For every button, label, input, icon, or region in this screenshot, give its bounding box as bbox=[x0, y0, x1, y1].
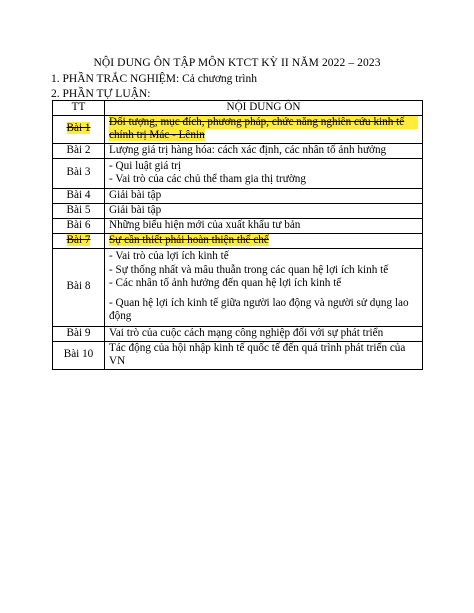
row-content bbox=[105, 233, 423, 248]
row-content bbox=[105, 158, 423, 188]
row-line: chính trị Mác - Lênin bbox=[109, 129, 205, 141]
row-line: - Vai trò của lợi ích kinh tế bbox=[109, 250, 229, 263]
row-number bbox=[53, 115, 105, 143]
row-line: Đối tượng, mục đích, phương pháp, chức năng nghiên cứu kinh tế bbox=[109, 116, 418, 130]
row-content: Vai trò của cuộc cách mạng công nghiệp đối với sự phát triển bbox=[105, 326, 423, 341]
row-number-text: Bài 7 bbox=[66, 233, 91, 246]
row-number: Bài 8 bbox=[53, 248, 105, 326]
section-essay: 2. PHẦN TỰ LUẬN: bbox=[51, 88, 151, 100]
row-line: Sự cần thiết phải hoàn thiện thể chế bbox=[109, 233, 269, 246]
table-row bbox=[53, 158, 423, 188]
row-number: Bài 6 bbox=[53, 218, 105, 233]
table-row bbox=[53, 218, 423, 233]
header-tt: TT bbox=[53, 101, 105, 116]
header-content: NỘI DUNG ÔN bbox=[105, 101, 423, 116]
row-number: Bài 3 bbox=[53, 158, 105, 188]
row-number bbox=[53, 233, 105, 248]
row-content: Giải bài tập bbox=[105, 203, 423, 218]
table-row bbox=[53, 326, 423, 341]
page-title: NỘI DUNG ÔN TẬP MÔN KTCT KỲ II NĂM 2022 – 2023 bbox=[93, 57, 381, 69]
table-row bbox=[53, 203, 423, 218]
row-number: Bài 2 bbox=[53, 143, 105, 158]
row-line: - Qui luật giá trị bbox=[109, 159, 182, 172]
review-table bbox=[52, 100, 423, 370]
table-header-row bbox=[53, 101, 423, 116]
table-row bbox=[53, 143, 423, 158]
row-content: Tác động của hội nhập kinh tế quốc tế đến quá trình phát triển của VN bbox=[105, 341, 423, 369]
row-line: - Quan hệ lợi ích kinh tế giữa người lao động và người sử dụng lao bbox=[109, 296, 409, 309]
row-content: Lượng giá trị hàng hóa: cách xác định, các nhân tố ảnh hưởng bbox=[105, 143, 423, 158]
table-row bbox=[53, 341, 423, 369]
row-content: Giải bài tập bbox=[105, 188, 423, 203]
row-number: Bài 10 bbox=[53, 341, 105, 369]
row-content: Những biểu hiện mới của xuất khẩu tư bản bbox=[105, 218, 423, 233]
row-number: Bài 4 bbox=[53, 188, 105, 203]
row-line: - Sự thống nhất và mâu thuẫn trong các quan hệ lợi ích kinh tế bbox=[109, 263, 389, 276]
section-multiple-choice: 1. PHẦN TRẮC NGHIỆM: Cả chương trình bbox=[51, 73, 258, 85]
row-content bbox=[105, 115, 423, 143]
row-line: động bbox=[109, 310, 132, 323]
row-content bbox=[105, 248, 423, 326]
row-number: Bài 9 bbox=[53, 326, 105, 341]
row-number-text: Bài 1 bbox=[66, 122, 91, 135]
row-number: Bài 5 bbox=[53, 203, 105, 218]
table-row bbox=[53, 233, 423, 248]
row-line: - Vai trò của các chủ thể tham gia thị trường bbox=[109, 173, 306, 185]
table-row bbox=[53, 188, 423, 203]
table-row bbox=[53, 115, 423, 143]
table-row bbox=[53, 248, 423, 326]
row-line: - Các nhân tố ảnh hưởng đến quan hệ lợi ích kinh tế bbox=[109, 277, 342, 290]
